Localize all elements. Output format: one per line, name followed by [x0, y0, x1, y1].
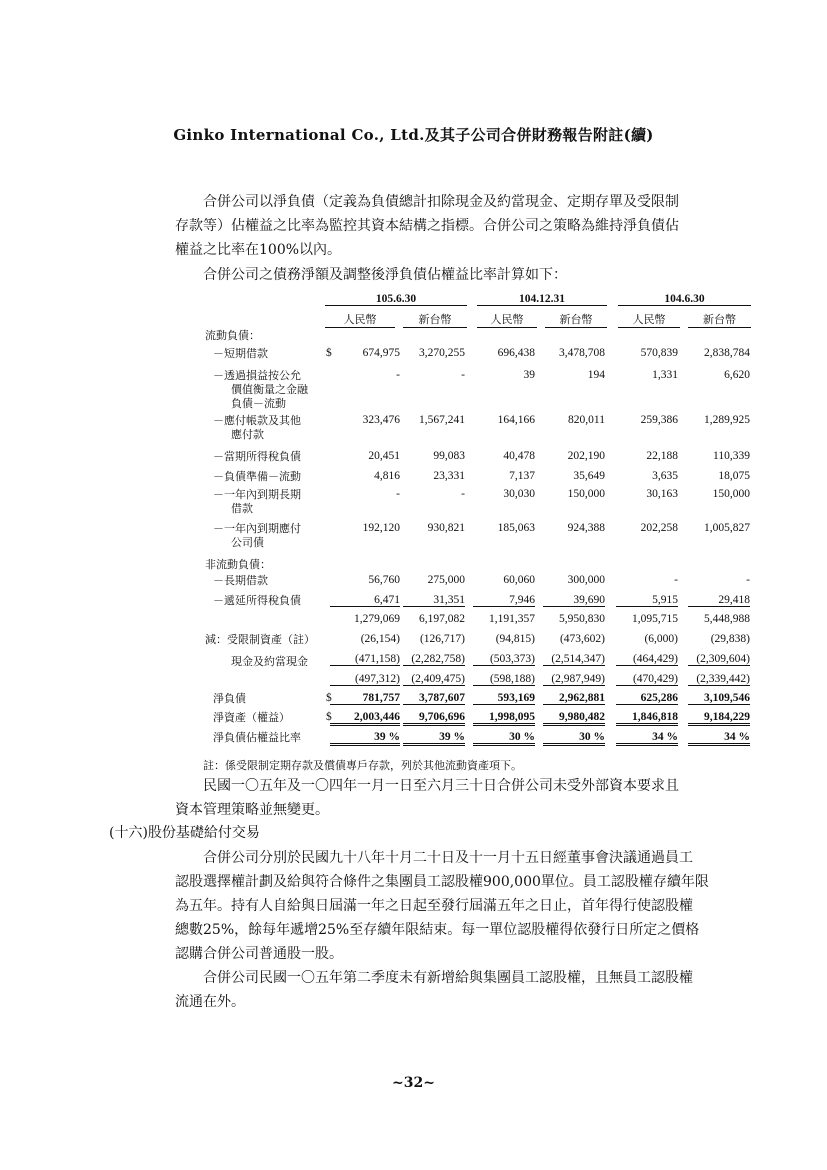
table-cell: (2,282,758) [403, 653, 465, 666]
table-cell: - [674, 574, 678, 586]
section-heading: (十六)股份基礎給付交易 [109, 825, 260, 841]
table-cell: 29,418 [688, 594, 750, 607]
table-cell: (598,188) [473, 673, 535, 686]
row-label-current-bonds: 公司債 [231, 536, 264, 549]
currency-header: 新台幣 [545, 311, 607, 328]
table-cell: 194 [587, 369, 605, 381]
table-cell: 39 % [330, 731, 400, 746]
table-cell: (471,158) [330, 653, 400, 666]
less-restricted-label: 減：受限制資產（註） [205, 633, 315, 646]
share-based-paragraph [175, 846, 765, 966]
dollar-sign: $ [326, 711, 332, 723]
currency-header: 人民幣 [325, 311, 395, 328]
paragraph-line: 合併公司分別於民國九十八年十月二十日及十一月十五日經董事會決議通過員工 [203, 850, 693, 866]
table-cell: (2,339,442) [688, 673, 750, 686]
currency-header: 新台幣 [403, 311, 467, 328]
table-cell: 4,816 [374, 470, 400, 482]
row-label-current-lt-loans: －一年內到期長期 [213, 488, 301, 501]
table-cell: (2,409,475) [403, 673, 465, 686]
page-title: Ginko International Co., Ltd.及其子公司合併財務報告附註(續) [173, 126, 654, 144]
table-cell: 1,005,827 [704, 522, 750, 534]
table-cell: 9,706,696 [403, 711, 465, 726]
table-cell: 1,095,715 [632, 613, 678, 625]
table-cell: 259,386 [640, 414, 678, 426]
period-header-1: 105.6.30 [325, 293, 467, 306]
table-cell: 34 % [688, 731, 750, 746]
paragraph-line: 合併公司民國一〇五年第二季度未有新增給與集團員工認股權，且無員工認股權 [203, 970, 693, 986]
row-label-tax-payable: －當期所得稅負債 [213, 450, 301, 463]
period-header-2: 104.12.31 [477, 293, 607, 306]
table-cell: 202,258 [640, 522, 678, 534]
currency-header: 人民幣 [618, 311, 680, 328]
table-cell: 31,351 [403, 594, 465, 607]
row-label-fvtpl: 負債－流動 [231, 397, 286, 410]
current-liabilities-header: 流動負債： [205, 329, 260, 342]
table-cell: 6,471 [330, 594, 400, 607]
table-cell: 30,030 [503, 488, 535, 500]
table-cell: 1,289,925 [704, 414, 750, 426]
table-cell: 192,120 [362, 522, 400, 534]
table-cell: 1,998,095 [473, 711, 535, 726]
capital-change-paragraph [175, 774, 765, 822]
capital-policy-paragraph [175, 190, 765, 262]
table-cell: 625,286 [616, 692, 678, 705]
paragraph-line: 流通在外。 [175, 994, 245, 1010]
dollar-sign: $ [326, 347, 332, 359]
table-cell: 5,915 [616, 594, 678, 607]
table-cell: (503,373) [473, 653, 535, 666]
table-cell: 781,757 [330, 692, 400, 705]
table-cell: 164,166 [497, 414, 535, 426]
table-cell: 30 % [543, 731, 605, 746]
noncurrent-liabilities-header: 非流動負債： [205, 558, 271, 571]
period-header-3: 104.6.30 [618, 293, 751, 306]
table-cell: 35,649 [573, 470, 605, 482]
paragraph-line: 民國一〇五年及一〇四年一月一日至六月三十日合併公司未受外部資本要求且 [203, 778, 679, 794]
row-label-ratio: 淨負債佔權益比率 [213, 731, 301, 744]
row-label-payables: －應付帳款及其他 [213, 414, 301, 427]
table-cell: 696,438 [497, 347, 535, 359]
table-cell: 39 % [403, 731, 465, 746]
table-cell: (29,838) [710, 633, 750, 645]
row-label-fvtpl: 價值衡量之金融 [231, 383, 308, 396]
table-cell: 202,190 [567, 450, 605, 462]
currency-header: 新台幣 [688, 311, 751, 328]
table-cell: 1,846,818 [616, 711, 678, 726]
table-cell: - [746, 574, 750, 586]
row-label-equity: 淨資產（權益） [213, 711, 290, 724]
table-cell: 7,946 [473, 594, 535, 607]
currency-header: 人民幣 [477, 311, 537, 328]
row-label-current-lt-loans: 借款 [231, 502, 253, 515]
paragraph-line: 為五年。持有人自給與日屆滿一年之日起至發行屆滿五年之日止，首年得行使認股權 [175, 898, 693, 914]
paragraph-line: 合併公司以淨負債（定義為負債總計扣除現金及約當現金、定期存單及受限制 [203, 194, 679, 210]
table-cell: 40,478 [503, 450, 535, 462]
table-cell: 5,950,830 [559, 613, 605, 625]
table-cell: 275,000 [427, 574, 465, 586]
paragraph-line: 權益之比率在100%以內。 [175, 242, 342, 258]
table-cell: 22,188 [646, 450, 678, 462]
table-cell: 3,270,255 [419, 347, 465, 359]
cash-label: 現金及約當現金 [231, 655, 308, 668]
table-cell: 6,620 [724, 369, 750, 381]
row-label-lt-loans: －長期借款 [213, 574, 268, 587]
table-cell: 3,109,546 [688, 692, 750, 705]
table-cell: (464,429) [616, 653, 678, 666]
table-cell: 2,962,881 [543, 692, 605, 705]
table-cell: 18,075 [718, 470, 750, 482]
row-label-fvtpl: －透過損益按公允 [213, 369, 301, 382]
table-cell: 20,451 [368, 450, 400, 462]
table-cell: (26,154) [360, 633, 400, 645]
table-cell: 820,011 [568, 414, 605, 426]
table-cell: (2,514,347) [543, 653, 605, 666]
table-cell: 924,388 [567, 522, 605, 534]
paragraph-line: 資本管理策略並無變更。 [175, 802, 329, 818]
table-cell: (470,429) [616, 673, 678, 686]
table-cell: (473,602) [559, 633, 605, 645]
table-cell: 185,063 [497, 522, 535, 534]
table-cell: - [396, 369, 400, 381]
table-cell: 1,567,241 [419, 414, 465, 426]
table-cell: 3,787,607 [403, 692, 465, 705]
row-label-current-bonds: －一年內到期應付 [213, 522, 301, 535]
table-cell: 593,169 [473, 692, 535, 705]
table-cell: 1,279,069 [354, 613, 400, 625]
table-cell: 34 % [616, 731, 678, 746]
table-cell: 30 % [473, 731, 535, 746]
table-cell: 23,331 [433, 470, 465, 482]
table-cell: 1,331 [652, 369, 678, 381]
row-label-deferred-tax: －遞延所得稅負債 [213, 594, 301, 607]
table-cell: 2,003,446 [330, 711, 400, 726]
table-cell: 323,476 [362, 414, 400, 426]
table-cell: - [461, 369, 465, 381]
paragraph-line: 總數25%，餘每年遞增25%至存續年限結束。每一單位認股權得依發行日所定之價格 [175, 922, 700, 938]
table-cell: 60,060 [503, 574, 535, 586]
table-cell: (2,987,949) [543, 673, 605, 686]
dollar-sign: $ [326, 692, 332, 704]
table-cell: (2,309,604) [688, 653, 750, 666]
page-number: ~32~ [392, 1075, 435, 1091]
share-based-paragraph-2 [175, 966, 765, 1014]
table-cell: 150,000 [712, 488, 750, 500]
row-label-payables: 應付款 [231, 428, 264, 441]
table-cell: 110,339 [713, 450, 750, 462]
table-cell: 930,821 [427, 522, 465, 534]
row-label-provisions: －負債準備－流動 [213, 470, 301, 483]
table-cell: - [461, 488, 465, 500]
table-cell: 56,760 [368, 574, 400, 586]
table-cell: (497,312) [330, 673, 400, 686]
table-intro: 合併公司之債務淨額及調整後淨負債佔權益比率計算如下： [203, 267, 567, 283]
table-cell: 6,197,082 [419, 613, 465, 625]
table-cell: 3,635 [652, 470, 678, 482]
table-cell: (94,815) [495, 633, 535, 645]
row-label-short-loans: －短期借款 [213, 347, 268, 360]
table-cell: 300,000 [567, 574, 605, 586]
footnote: 註：係受限制定期存款及償債專戶存款，列於其他流動資產項下。 [203, 759, 522, 772]
table-cell: (126,717) [419, 633, 465, 645]
table-cell: 1,191,357 [489, 613, 535, 625]
table-cell: 9,980,482 [543, 711, 605, 726]
table-cell: 2,838,784 [704, 347, 750, 359]
paragraph-line: 認購合併公司普通股一股。 [175, 946, 343, 962]
table-cell: (6,000) [644, 633, 678, 645]
paragraph-line: 認股選擇權計劃及給與符合條件之集團員工認股權900,000單位。員工認股權存續年限 [175, 874, 709, 890]
table-cell: 39 [523, 369, 535, 381]
table-cell: 674,975 [362, 347, 400, 359]
table-cell: 570,839 [640, 347, 678, 359]
table-cell: 3,478,708 [559, 347, 605, 359]
table-cell: 9,184,229 [688, 711, 750, 726]
table-cell: 5,448,988 [704, 613, 750, 625]
table-cell: 99,083 [433, 450, 465, 462]
paragraph-line: 存款等）佔權益之比率為監控其資本結構之指標。合併公司之策略為維持淨負債佔 [175, 218, 679, 234]
table-cell: 150,000 [567, 488, 605, 500]
table-cell: 7,137 [509, 470, 535, 482]
table-cell: - [396, 488, 400, 500]
table-cell: 39,690 [543, 594, 605, 607]
table-cell: 30,163 [646, 488, 678, 500]
row-label-net-debt: 淨負債 [213, 692, 246, 705]
